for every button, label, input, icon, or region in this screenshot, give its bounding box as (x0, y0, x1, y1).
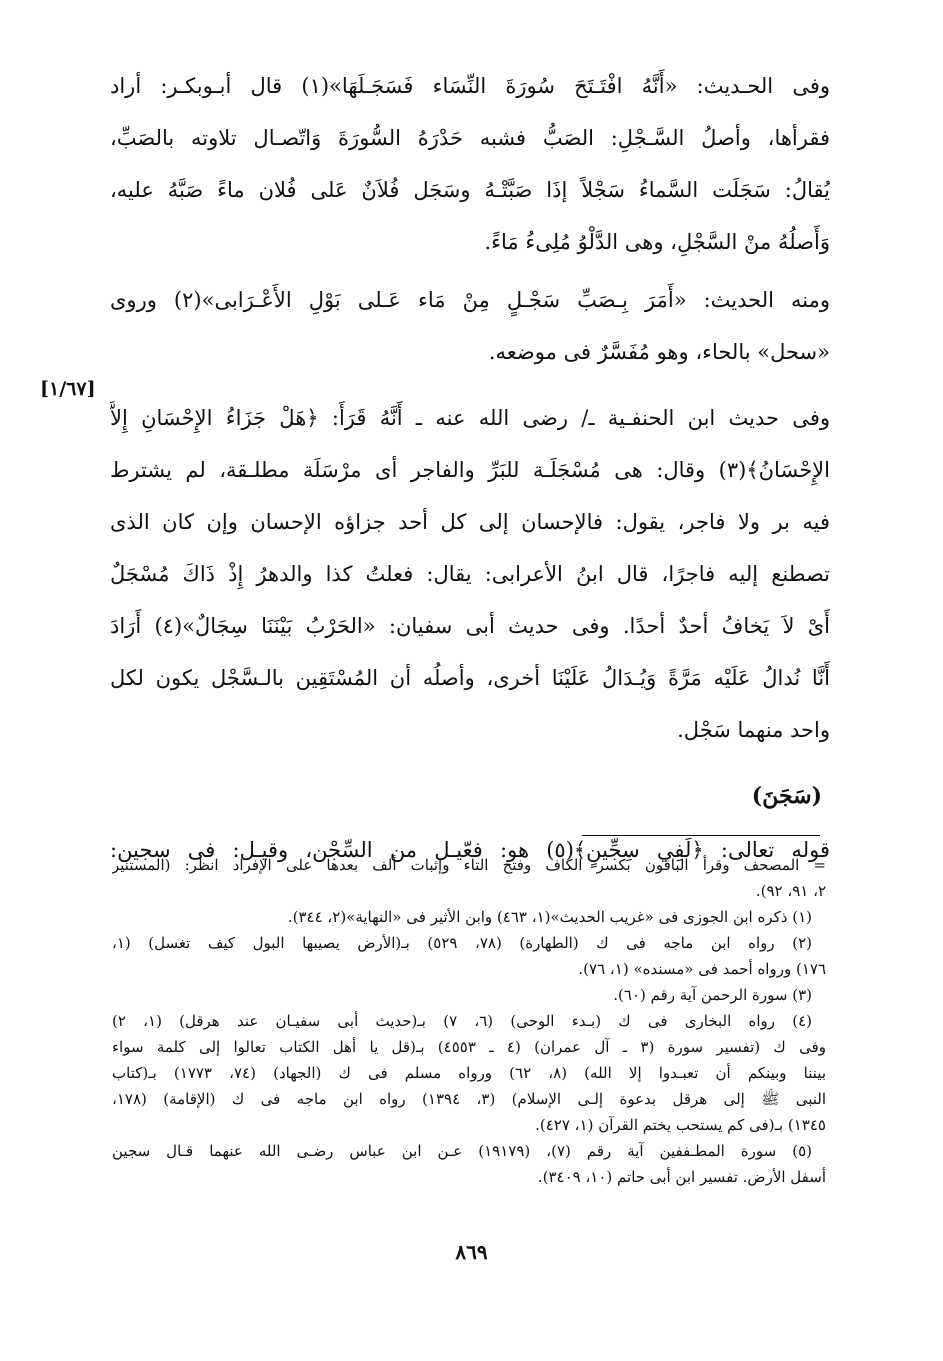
main-text (110, 60, 830, 876)
footnote-line: ٢، ٩١، ٩٢). (755, 882, 826, 900)
footnote-line: (٤) رواه البخارى فى ك (بـدء الوحى) (٦، ٧) بـ(حديث أبى سفيـان عند هرقل) (١، ٢) (112, 1012, 813, 1030)
text-line: فيه بر ولا فاجر، يقول: فالإحسان إلى كل أحد جزاؤه الإحسان وإن كان الذى (110, 510, 830, 534)
text-line: الإِحْسَانُ﴾(٣) وقال: هى مُسْجَلَـة للبَرِّ والفاجر أى مرْسَلَة مطلـقة، لم يشترط (110, 458, 830, 482)
footnote-line: وفى ك (تفسير سورة (٣ ـ آل عمران) (٤ ـ ٤٥٥٣) بـ(قل يا أهل الكتاب تعالوا إلى كلمة سواء (112, 1038, 826, 1056)
text-line: وفى حديث ابن الحنفـية ـ/ رضى الله عنه ـ أَنَّهُ قَرَأَ: ﴿هَلْ جَزَاءُ الإِحْسَانِ إِلاَّ (110, 406, 830, 430)
footnote-line: ١٣٤٥) بـ(فى كم يستحب يختم القرآن (١، ٤٢٧). (535, 1116, 826, 1134)
text-line: «سحل» بالحاء، وهو مُفَسَّرٌ فى موضعه. (488, 340, 830, 364)
footnote-line: بيننا وبينكم أن تعبـدوا إلا الله) (٨، ٦٢) ورواه مسلم فى ك (الجهاد) (٧٤، ١٧٧٣) بـ(كتاب (112, 1064, 826, 1082)
footnote-line: النبى ﷺ إلى هرقل بدعوة إلـى الإسلام) (٣، ١٣٩٤) رواه ابن ماجه فى ك (الإقامة) (١٧٨، (112, 1090, 826, 1108)
text-line: تصطنع إليه فاجرًا، قال ابنُ الأعرابى: يقال: فعلتُ كذا والدهرُ إِذْ ذَاكَ مُسْجَلٌ (110, 562, 830, 586)
page-number: ٨٦٩ (455, 1240, 488, 1264)
footnote-divider (582, 835, 820, 836)
footnote-line: أسفل الأرض. تفسير ابن أبى حاتم (١٠، ٣٤٠٩). (537, 1168, 826, 1186)
footnote-line: (١) ذكره ابن الجوزى فى «غريب الحديث»(١، ٤٦٣) وابن الأثير فى «النهاية»(٢، ٣٤٤). (287, 908, 812, 926)
text-line: أَىْ لاَ يَخافُ أحدٌ أحدًا. وفى حديث أبى سفيان: «الحَرْبُ بَيْنَنَا سِجَالٌ»(٤) أَرَادَ (110, 614, 830, 638)
text-line: واحد منهما سَجْل. (677, 718, 830, 742)
text-line: وَأَصلُهُ منْ السَّجْلِ، وهى الدَّلْوُ مُلِىءُ مَاءً. (484, 230, 830, 254)
text-line: أَنَّا نُدالُ عَلَيْه مَرَّةً وَيُـدَالُ عَلَيْنَا أخرى، وأصلُه أن المُسْتَقِين بالـسَّجْل يكون لكل (110, 666, 830, 690)
footnote-line: (٢) رواه ابن ماجه فى ك (الطهارة) (٧٨، ٥٢٩) بـ(الأرض يصيبها البول كيف تغسل) (١، (112, 934, 812, 952)
footnote-line: (٥) سورة المطـففين آية رقم (٧)، (١٩١٧٩) عـن ابن عباس رضـى الله عنهما قـال سجين (112, 1142, 812, 1160)
footnote-line: (٣) سورة الرحمن آية رقم (٦٠). (613, 986, 812, 1004)
footnote-line: ١٧٦) ورواه أحمد فى «مسنده» (١، ٧٦). (578, 960, 826, 978)
text-line: قوله تعالى: ﴿لَفِي سِجِّينٍ﴾(٥) هو: فعّيـل من السِّجْن، وقيـل: فى سجين: (110, 838, 830, 862)
text-line: يُقالُ: سَجَلَت السَّماءُ سَجْلاً إذَا صَبَّتْـهُ وسَجَل فُلاَنٌ عَلى فُلان ماءً صَبَّهُ عليه، (110, 178, 830, 202)
footnote-line: = المصحف وقرأ الباقون بكسر الكاف وفتح التاء وإثبات ألف بعدها على الإفراد انظر: (المستنير (112, 856, 826, 874)
margin-reference: [١/٦٧] (40, 378, 96, 400)
text-line: فقرأها، وأصلُ السَّـجْلِ: الصَبُّ فشبه حَدْرَهُ السُّورَةَ وَاتّصـال تلاوته بالصَبِّ، (110, 126, 830, 150)
text-line: وفى الحـديث: «أَنَّهُ افْتَـتَحَ سُورَةَ النِّسَاء فَسَجَـلَهَا»(١) قال أبـوبكـر: أراد (110, 74, 830, 98)
section-heading: (سَجَنَ) (751, 783, 822, 809)
footnotes (112, 852, 826, 1190)
text-line: ومنه الحديث: «أَمَرَ بِـصَبِّ سَجْـلٍ مِنْ مَاء عَـلى بَوْلِ الأَعْـرَابى»(٢) وروى (110, 288, 830, 312)
